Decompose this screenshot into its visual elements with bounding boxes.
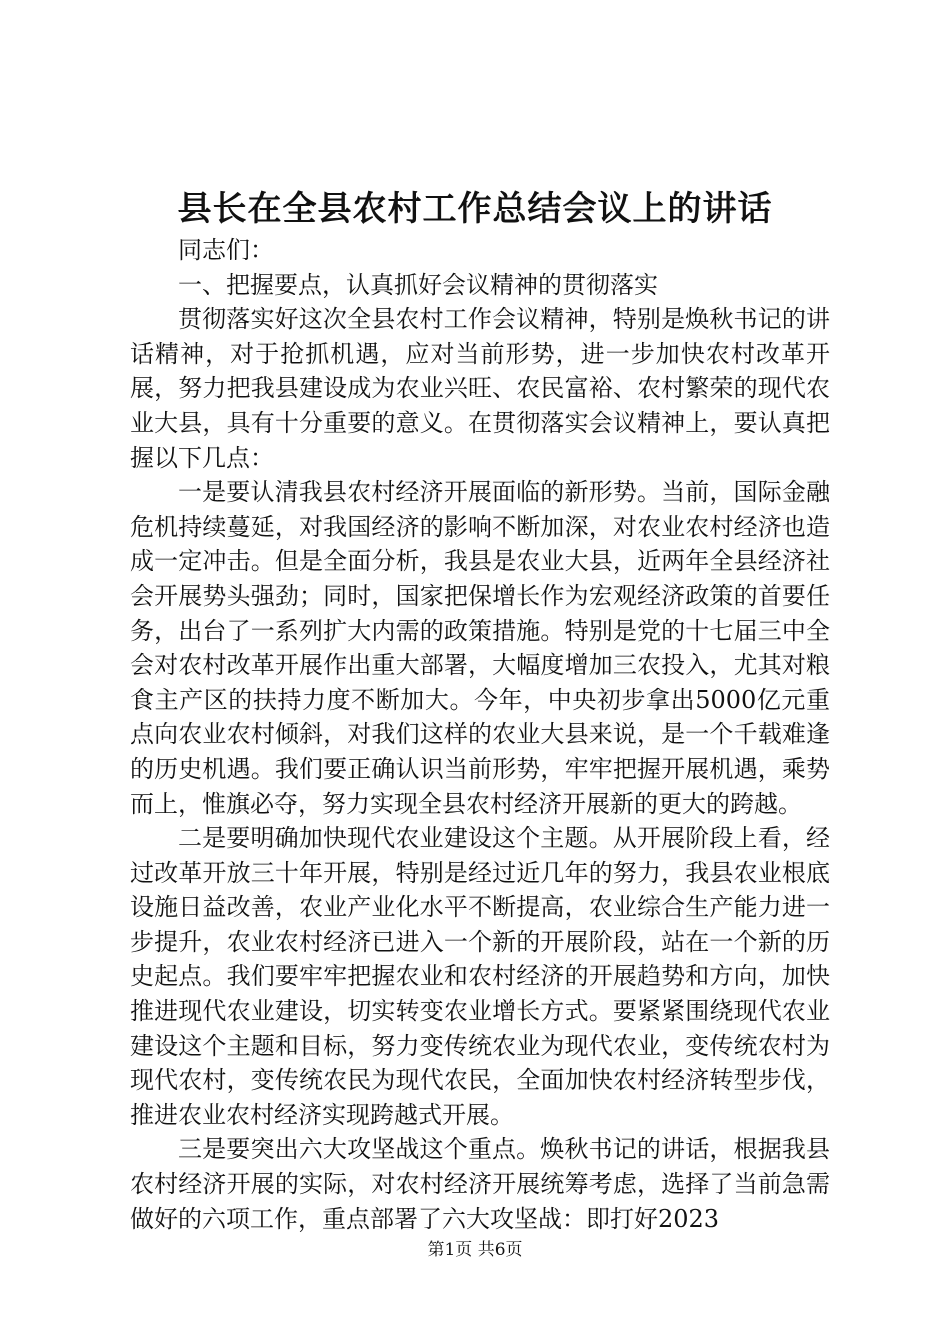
body-paragraph: 二是要明确加快现代农业建设这个主题。从开展阶段上看，经过改革开放三十年开展，特别是经过近几年的努力，我县农业根底设施日益改善，农业产业化水平不断提高，农业综合生产能力进一步提升，农业农村经济已进入一个新的开展阶段，站在一个新的历史起点。我们要牢牢把握农业和农村经济的开展趋势和方向，加快推进现代农业建设，切实转变农业增长方式。要紧紧围绕现代农业建设这个主题和目标，努力变传统农业为现代农业，变传统农村为现代农村，变传统农民为现代农民，全面加快农村经济转型步伐，推进农业农村经济实现跨越式开展。	[130, 824, 830, 1129]
page-number-footer: 第1页 共6页	[427, 1240, 523, 1260]
body-paragraph: 三是要突出六大攻坚战这个重点。焕秋书记的讲话，根据我县农村经济开展的实际，对农村经济开展统筹考虑，选择了当前急需做好的六项工作，重点部署了六大攻坚战：即打好2023	[130, 1135, 830, 1233]
body-paragraph: 贯彻落实好这次全县农村工作会议精神，特别是焕秋书记的讲话精神，对于抢抓机遇，应对当前形势，进一步加快农村改革开展，努力把我县建设成为农业兴旺、农民富裕、农村繁荣的现代农业大县，具有十分重要的意义。在贯彻落实会议精神上，要认真把握以下几点：	[130, 305, 830, 472]
salutation: 同志们：	[178, 236, 274, 264]
body-paragraph: 一是要认清我县农村经济开展面临的新形势。当前，国际金融危机持续蔓延，对我国经济的影响不断加深，对农业农村经济也造成一定冲击。但是全面分析，我县是农业大县，近两年全县经济社会开展势头强劲；同时，国家把保增长作为宏观经济政策的首要任务，出台了一系列扩大内需的政策措施。特别是党的十七届三中全会对农村改革开展作出重大部署，大幅度增加三农投入，尤其对粮食主产区的扶持力度不断加大。今年，中央初步拿出5000亿元重点向农业农村倾斜，对我们这样的农业大县来说，是一个千载难逢的历史机遇。我们要正确认识当前形势，牢牢把握开展机遇，乘势而上，惟旗必夺，努力实现全县农村经济开展新的更大的跨越。	[130, 478, 830, 818]
section-heading: 一、把握要点，认真抓好会议精神的贯彻落实	[178, 270, 658, 299]
document-body	[130, 233, 830, 1236]
document-title: 县长在全县农村工作总结会议上的讲话	[177, 189, 773, 229]
